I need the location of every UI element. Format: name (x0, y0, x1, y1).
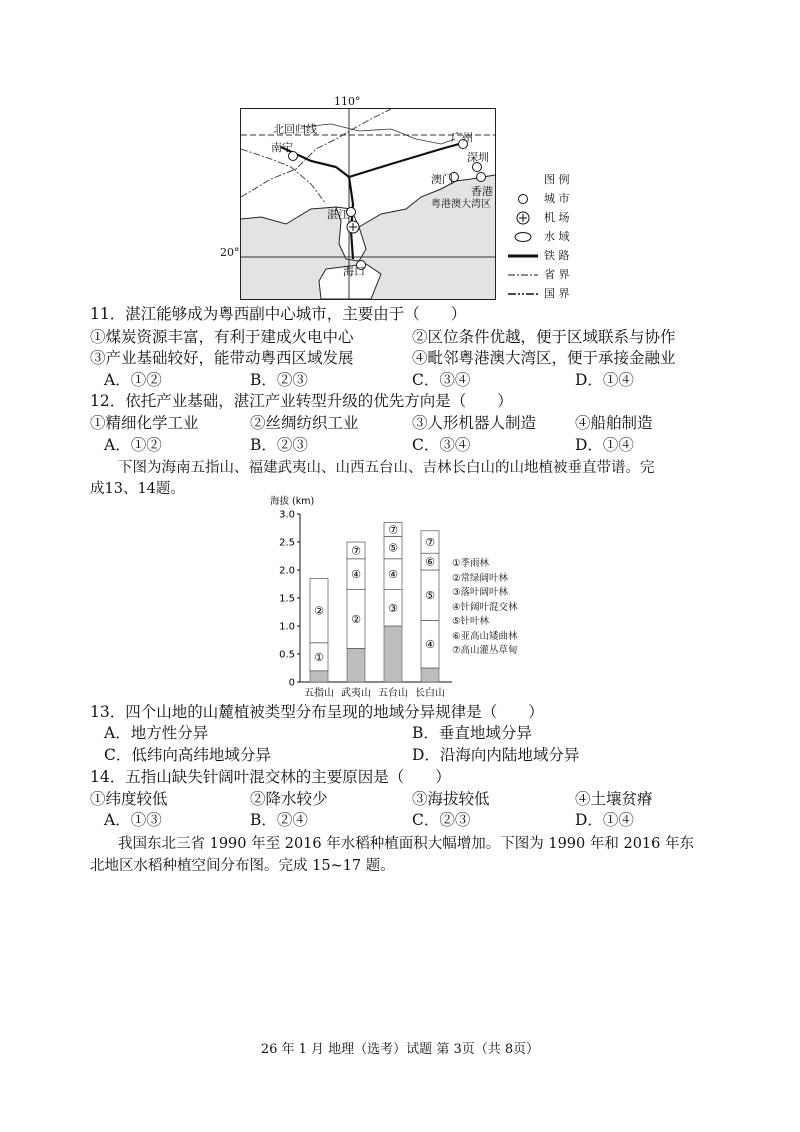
intro1-line2: 成13、14题。 (90, 481, 185, 497)
legend-title: 图 例 (544, 173, 570, 186)
q12-choice-a[interactable]: A．①② (104, 436, 162, 454)
q14-stem: 14．五指山缺失针阔叶混交林的主要原因是（ ） (90, 768, 451, 786)
river (391, 129, 455, 144)
label-haikou: 海口 (343, 265, 365, 278)
q14-opt3: ③海拔较低 (412, 790, 490, 808)
label-zhanjiang: 湛江 (327, 208, 349, 221)
y-tick-label: 0.5 (279, 649, 295, 661)
q13-choice-c[interactable]: C．低纬向高纬地域分异 (104, 746, 271, 764)
q13-choice-a[interactable]: A．地方性分异 (104, 724, 209, 742)
legend-national-label: 国 界 (544, 287, 570, 300)
zone-label: ⑥ (425, 555, 435, 569)
map-legend (508, 170, 570, 303)
intro1-line1: 下图为海南五指山、福建武夷山、山西五台山、吉林长白山的山地植被垂直带谱。完 (118, 460, 655, 476)
national-border-icon (508, 288, 538, 300)
intro2-line2: 北地区水稻种植空间分布图。完成 15~17 题。 (90, 858, 395, 874)
q11-opt2: ②区位条件优越，便于区域联系与协作 (412, 328, 676, 346)
water-icon (508, 231, 538, 243)
legend-water (508, 227, 570, 246)
zone-label: ④ (425, 638, 435, 652)
chart-legend-item-6: ⑥亚高山矮曲林 (452, 630, 518, 642)
zone-label: ④ (351, 568, 361, 582)
q11-stem: 11．湛江能够成为粤西副中心城市，主要由于（ ） (90, 305, 467, 323)
chart-legend-item-4: ④针阔叶混交林 (452, 601, 518, 613)
category-label: 武夷山 (341, 688, 371, 699)
legend-province-label: 省 界 (544, 268, 570, 281)
bar-base-2 (347, 648, 365, 682)
zone-label: ⑦ (425, 536, 435, 549)
q14-opt2: ②降水较少 (250, 790, 328, 808)
intro2-line1: 我国东北三省 1990 年至 2016 年水稻种植面积大幅增加。下图为 1990 年和 2016 年东 (118, 836, 694, 852)
zone-label: ⑤ (425, 589, 435, 603)
zone-label: ② (314, 604, 324, 618)
tropic-label: 北回归线 (273, 123, 317, 136)
q13-stem: 13．四个山地的山麓植被类型分布呈现的地域分异规律是（ ） (90, 703, 544, 721)
q12-choice-b[interactable]: B．②③ (250, 436, 308, 454)
city-icon (508, 193, 538, 205)
q12-opt4: ④船舶制造 (575, 414, 653, 432)
zone-label: ① (314, 650, 324, 664)
legend-railway-label: 铁 路 (544, 249, 570, 262)
legend-city-label: 城 市 (544, 192, 570, 205)
longitude-label: 110° (334, 95, 361, 108)
zone-label: ③ (388, 601, 398, 615)
city-hongkong (477, 173, 486, 182)
legend-city (508, 189, 570, 208)
label-nanning: 南宁 (271, 141, 293, 154)
q14-choice-b[interactable]: B．②④ (250, 811, 308, 829)
y-tick-label: 1.5 (279, 593, 295, 605)
label-shenzhen: 深圳 (467, 151, 489, 164)
legend-airport (508, 208, 570, 227)
q12-opt1: ①精细化学工业 (90, 414, 199, 432)
q11-choice-a[interactable]: A．①② (104, 371, 162, 389)
chart-legend-item-7: ⑦高山灌丛草甸 (452, 645, 518, 656)
province-border-2 (241, 149, 326, 204)
y-tick-label: 1.0 (279, 621, 295, 633)
q14-choice-d[interactable]: D．①④ (575, 811, 634, 829)
q12-opt3: ③人形机器人制造 (412, 414, 537, 432)
railway-icon (508, 250, 538, 262)
legend-water-label: 水 域 (544, 230, 570, 243)
q13-choice-b[interactable]: B．垂直地域分异 (412, 724, 532, 742)
q11-opt3: ③产业基础较好，能带动粤西区域发展 (90, 349, 354, 367)
chart-legend (452, 557, 518, 659)
y-tick-label: 2.5 (279, 537, 295, 549)
latitude-label: 20° (220, 246, 240, 259)
q11-opt4: ④毗邻粤港澳大湾区，便于承接金融业 (412, 349, 676, 367)
zone-label: ⑤ (388, 541, 398, 555)
label-macau: 澳门 (431, 173, 453, 186)
q12-opt2: ②丝绸纺织工业 (250, 414, 359, 432)
guangdong-map (240, 108, 496, 300)
legend-national (508, 284, 570, 303)
label-guangzhou: 广州 (451, 131, 473, 144)
zone-label: ④ (388, 568, 398, 582)
chart-legend-item-3: ③落叶阔叶林 (452, 587, 509, 598)
zone-label: ⑦ (351, 544, 361, 558)
chart-ylabel: 海拔 (km) (270, 496, 315, 507)
q11-choice-d[interactable]: D．①④ (575, 371, 634, 389)
q11-choice-b[interactable]: B．②③ (250, 371, 308, 389)
chart-legend-item-2: ②常绿阔叶林 (452, 572, 509, 584)
q11-opt1: ①煤炭资源丰富，有利于建成火电中心 (90, 328, 354, 346)
q14-opt4: ④土壤贫瘠 (575, 790, 653, 808)
y-tick-label: 2.0 (279, 565, 295, 577)
q12-choice-c[interactable]: C．③④ (412, 436, 471, 454)
legend-province (508, 265, 570, 284)
q12-stem: 12．依托产业基础，湛江产业转型升级的优先方向是（ ） (90, 392, 513, 410)
bar-base-3 (384, 626, 402, 682)
zone-label: ② (351, 613, 361, 626)
label-hongkong: 香港 (471, 185, 493, 198)
label-bay-area: 粤港澳大湾区 (431, 199, 491, 210)
page-footer: 26 年 1 月 地理（选考）试题 第 3页（共 8页） (260, 1042, 540, 1057)
bar-base-1 (310, 671, 328, 682)
q11-choice-c[interactable]: C．③④ (412, 371, 471, 389)
q14-choice-c[interactable]: C．②③ (412, 811, 471, 829)
y-tick-label: 3.0 (279, 509, 295, 521)
chart-legend-item-1: ①季雨林 (452, 558, 490, 569)
legend-airport-label: 机 场 (544, 211, 570, 224)
airport-icon (508, 212, 538, 224)
province-border-icon (508, 269, 538, 281)
q14-choice-a[interactable]: A．①③ (104, 811, 162, 829)
bar-base-4 (421, 668, 439, 682)
category-label: 五指山 (304, 688, 334, 699)
category-label: 五台山 (378, 688, 408, 699)
chart-legend-item-5: ⑤针叶林 (452, 616, 490, 627)
q13-choice-d[interactable]: D．沿海向内陆地域分异 (412, 746, 580, 764)
zone-label: ⑦ (388, 523, 398, 537)
category-label: 长白山 (415, 688, 445, 699)
q12-choice-d[interactable]: D．①④ (575, 436, 634, 454)
legend-railway (508, 246, 570, 265)
q14-opt1: ①纬度较低 (90, 790, 168, 808)
y-tick-label: 0 (288, 677, 295, 689)
